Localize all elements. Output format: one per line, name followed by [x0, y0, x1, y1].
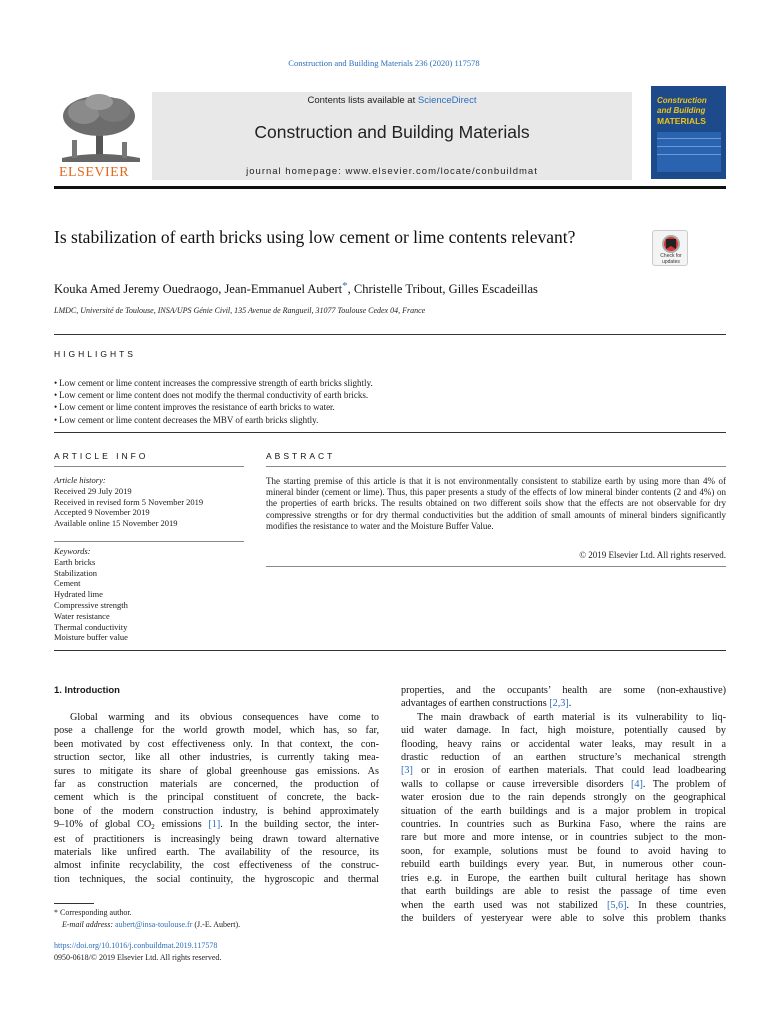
citation-link[interactable]: [2,3]: [549, 698, 569, 710]
keyword-item: Earth bricks: [54, 556, 96, 567]
body-line: flooding, heavy rains or accidental water leaks, may result in a: [401, 738, 726, 750]
body-line: been motivated by cost effectiveness only. In that context, the con-: [54, 738, 379, 750]
email-suffix: (J.-E. Aubert).: [192, 920, 241, 929]
text-run: 9–10% of global CO: [54, 819, 152, 831]
history-online: Available online 15 November 2019: [54, 518, 178, 529]
corresponding-author-marker[interactable]: *: [342, 280, 348, 292]
citation-link[interactable]: [1]: [208, 819, 221, 831]
corresponding-author-note: [54, 907, 384, 919]
keyword-item: Compressive strength: [54, 599, 128, 610]
body-line: bone of the modern construction industry, is behind approximately: [54, 805, 379, 817]
journal-homepage-link[interactable]: www.elsevier.com/locate/conbuildmat: [345, 166, 538, 177]
body-line: tries e.g. in Europe, the earthen built cultural heritage has shown: [401, 872, 726, 884]
author-list: [54, 282, 726, 297]
abstract-text: The starting premise of this article is that it is not environmentally consistent to stabilize earth by using more than 4% of mineral binder (cement or lime). Thus, this paper presents a study of the effects of low mineral binder contents (2 and 4%) on the properties of earth bricks. The results obtained on two different soils show that the effects are not observable for dry compressive strengths or for dry thermal conductivities but the addition of small amounts of mineral binders significantly modifies the resistance to water and the Moisture Buffer Value.: [266, 476, 726, 531]
body-line: rare but more and more intense, or in countries subject to the mon-: [401, 832, 726, 844]
text-run: when the earth used was not stabilized: [401, 899, 607, 911]
footnote-marker: *: [54, 908, 58, 917]
elsevier-wordmark[interactable]: ELSEVIER: [58, 165, 130, 180]
body-line: [54, 818, 379, 832]
footnote-label: Corresponding author.: [58, 908, 132, 917]
body-line: The main drawback of earth material is its vulnerability to liq-: [417, 711, 726, 723]
journal-title: Construction and Building Materials: [254, 122, 530, 142]
text-run: . In the building sector, the inter-: [220, 819, 379, 831]
article-history: [54, 475, 244, 529]
article-history-label: Article history:: [54, 475, 106, 485]
author-email-link[interactable]: aubert@insa-toulouse.fr: [115, 920, 193, 929]
body-line: situation of the earth buildings and is a major problem in tropical: [401, 805, 726, 817]
cover-stripe: [657, 146, 721, 147]
journal-cover-thumbnail[interactable]: [651, 86, 726, 179]
body-column-right: [401, 684, 726, 925]
keyword-item: Hydrated lime: [54, 589, 103, 600]
history-revised: Received in revised form 5 November 2019: [54, 496, 204, 507]
abstract-copyright: © 2019 Elsevier Ltd. All rights reserved.: [579, 550, 726, 560]
body-line: [401, 778, 726, 791]
abstract-divider: [266, 466, 726, 467]
text-run: advantages of earthen constructions: [401, 698, 550, 710]
keyword-item: Cement: [54, 578, 81, 589]
contents-prefix: Contents lists available at: [307, 95, 418, 106]
keyword-item: Moisture buffer value: [54, 632, 128, 643]
history-received: Received 29 July 2019: [54, 485, 132, 496]
body-line: far as construction materials are concerned, the production of: [54, 779, 379, 791]
highlight-item: • Low cement or lime content decreases the MBV of earth bricks slightly.: [54, 414, 726, 426]
body-line: countries. In countries such as Burkina Faso, where the rains are: [401, 819, 726, 831]
body-line: that earth buildings are able to resist the passage of time even: [401, 886, 726, 898]
body-line: Global warming and its obvious consequences have come to: [70, 712, 379, 723]
email-label: E-mail address:: [62, 920, 116, 929]
section-divider: [54, 334, 726, 335]
doi-link[interactable]: https://doi.org/10.1016/j.conbuildmat.2019.117578: [54, 941, 218, 950]
body-line: water erosion due to the rain depends strongly on the geographical: [401, 792, 726, 804]
contents-available-line: [152, 95, 632, 106]
article-title: Is stabilization of earth bricks using low cement or lime contents relevant?: [54, 227, 576, 247]
email-line: [54, 919, 384, 931]
body-line: materials like unfired earth. The availability of the resource, its: [54, 847, 379, 859]
crossmark-badge[interactable]: [652, 230, 688, 266]
section-divider: [54, 432, 726, 433]
abstract-heading: ABSTRACT: [266, 451, 336, 461]
authors-part-2: , Christelle Tribout, Gilles Escadeillas: [347, 282, 538, 296]
body-line: [401, 899, 726, 912]
body-line: drastic reduction of an earthen structure’s mechanical strength: [401, 752, 726, 764]
body-line: properties, and the occupants’ health are some (non-exhaustive): [401, 685, 726, 696]
body-line: sures to mitigate its share of global greenhouse gas emissions. As: [54, 765, 379, 777]
body-line: est of practitioners is increasingly being drawn toward alternative: [54, 833, 379, 845]
keywords: [54, 546, 244, 643]
keywords-label: Keywords:: [54, 546, 91, 556]
cover-title-line-3: MATERIALS: [657, 116, 706, 126]
front-matter-divider: [54, 650, 726, 651]
journal-homepage-line: [152, 166, 632, 177]
citation-link[interactable]: [5,6]: [606, 899, 627, 911]
body-line: tion techniques, the social continuity, the hygroscopic and thermal: [54, 873, 379, 885]
section-heading-introduction: 1. Introduction: [54, 685, 120, 696]
keywords-divider: [54, 541, 244, 542]
cover-title-line-1: Construction: [657, 96, 707, 105]
text-run: . In these countries,: [626, 899, 727, 911]
masthead-divider: [54, 186, 726, 189]
sciencedirect-link[interactable]: ScienceDirect: [417, 95, 477, 106]
body-column-left: [54, 711, 379, 886]
cover-title: [657, 96, 723, 126]
journal-reference[interactable]: Construction and Building Materials 236 (2020) 117578: [288, 58, 480, 68]
homepage-prefix: journal homepage:: [246, 166, 346, 177]
highlight-item: • Low cement or lime content does not modify the thermal conductivity of earth bricks.: [54, 389, 726, 401]
cover-stripe: [657, 154, 721, 155]
keyword-item: Water resistance: [54, 610, 110, 621]
body-line: almost infinite recyclability, the cost effectiveness of the construc-: [54, 860, 379, 872]
text-run: .: [568, 698, 572, 710]
body-line: soon, for example, solutions must be found to avoid having to: [401, 845, 726, 857]
highlight-item: • Low cement or lime content increases the compressive strength of earth bricks slightly.: [54, 377, 726, 389]
citation-link[interactable]: [4]: [631, 778, 643, 790]
citation-link[interactable]: [3]: [401, 765, 413, 777]
text-run: walls to collapse or cause irreversible disorders: [401, 778, 632, 790]
footnote-divider: [54, 903, 94, 904]
text-run: emissions: [154, 819, 209, 831]
article-info-divider: [54, 466, 244, 467]
highlight-item: • Low cement or lime content improves the resistance of earth bricks to water.: [54, 401, 726, 413]
body-line: uid water damage. In fact, high moisture, potentially caused by: [401, 725, 726, 737]
keyword-item: Stabilization: [54, 567, 97, 578]
history-accepted: Accepted 9 November 2019: [54, 507, 150, 518]
abstract-bottom-divider: [266, 566, 726, 567]
body-line: rebuild earth buildings every year. But, in numerous other coun-: [401, 859, 726, 871]
subscript: 2: [151, 823, 155, 832]
body-line: cement which is the principal constituent of concrete, the back-: [54, 792, 379, 804]
text-run: . The problem of: [642, 778, 727, 790]
keyword-item: Thermal conductivity: [54, 621, 128, 632]
highlights-list: [54, 377, 726, 426]
body-line: the builders of yesteryear were able to solve this problem thanks: [401, 912, 726, 924]
body-line: pose a challenge for the world growth model, which has, so far,: [54, 725, 379, 737]
text-run: or in erosion of earthen materials. That could lead loadbearing: [412, 765, 726, 777]
crossmark-label: Check for updates: [660, 253, 682, 265]
article-info-heading: ARTICLE INFO: [54, 451, 149, 461]
body-line: [401, 697, 726, 710]
issn-copyright: 0950-0618/© 2019 Elsevier Ltd. All rights reserved.: [54, 953, 222, 962]
body-line: [401, 764, 726, 777]
cover-stripe: [657, 138, 721, 139]
authors-part-1: Kouka Amed Jeremy Ouedraogo, Jean-Emmanuel Aubert: [54, 282, 343, 296]
body-line: struction sector, like all other industries, is currently taking mea-: [54, 752, 379, 764]
affiliation: LMDC, Université de Toulouse, INSA/UPS Génie Civil, 135 Avenue de Rangueil, 31077 Toulouse Cedex 04, France: [54, 306, 426, 315]
footnote: [54, 907, 384, 931]
highlights-heading: HIGHLIGHTS: [54, 349, 136, 359]
cover-title-line-2: and Building: [657, 106, 706, 115]
